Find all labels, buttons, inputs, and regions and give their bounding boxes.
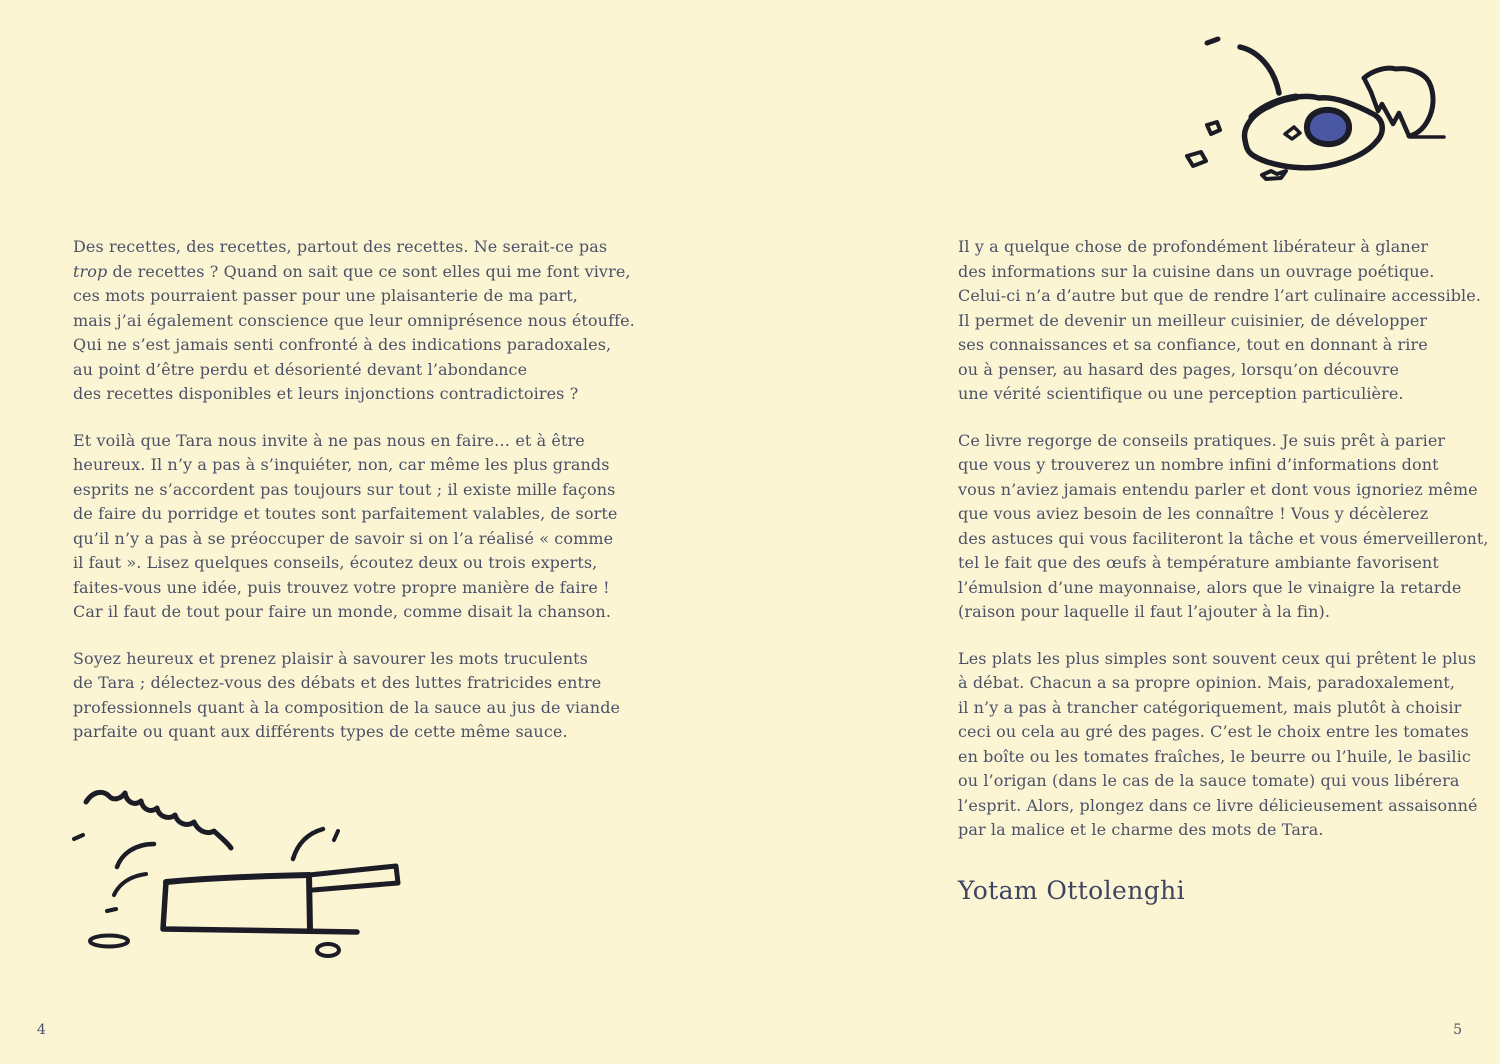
- author-signature: Yotam Ottolenghi: [958, 876, 1186, 905]
- text-line: Des recettes, des recettes, partout des recettes. Ne serait-ce pas: [73, 237, 608, 256]
- text-line: l’émulsion d’une mayonnaise, alors que le vinaigre la retarde: [958, 577, 1462, 597]
- text-line: des recettes disponibles et leurs injonctions contradictoires ?: [73, 384, 579, 403]
- text-line: l’esprit. Alors, plongez dans ce livre délicieusement assaisonné: [958, 795, 1478, 815]
- text-line: en boîte ou les tomates fraîches, le beurre ou l’huile, le basilic: [958, 746, 1471, 766]
- text-line: professionnels quant à la composition de la sauce au jus de viande: [73, 697, 621, 717]
- paragraph: [73, 647, 635, 745]
- text-line: Car il faut de tout pour faire un monde, comme disait la chanson.: [73, 602, 611, 621]
- page-number-right: 5: [1453, 1022, 1462, 1038]
- text-line: Qui ne s’est jamais senti confronté à des indications paradoxales,: [73, 335, 612, 354]
- text-line: ses connaissances et sa confiance, tout en donnant à rire: [958, 335, 1428, 354]
- text-line: trop de recettes ? Quand on sait que ce sont elles qui me font vivre,: [73, 261, 631, 281]
- text-line: heureux. Il n’y a pas à s’inquiéter, non, car même les plus grands: [73, 455, 610, 474]
- text-line: il faut ». Lisez quelques conseils, écoutez deux ou trois experts,: [73, 553, 598, 572]
- fried-egg-doodle: [1172, 12, 1464, 204]
- text-line: des informations sur la cuisine dans un ouvrage poétique.: [958, 261, 1435, 281]
- text-line: Et voilà que Tara nous invite à ne pas nous en faire… et à être: [73, 430, 585, 450]
- text-line: par la malice et le charme des mots de Tara.: [958, 820, 1324, 839]
- text-line: ou l’origan (dans le cas de la sauce tomate) qui vous libérera: [958, 771, 1460, 790]
- left-text-column: [73, 235, 635, 767]
- right-text-column: [958, 235, 1489, 865]
- text-line: Il y a quelque chose de profondément libérateur à glaner: [958, 237, 1429, 256]
- egg-yolk: [1307, 110, 1349, 144]
- text-line: ou à penser, au hasard des pages, lorsqu’on découvre: [958, 359, 1400, 379]
- text-line: faites-vous une idée, puis trouvez votre propre manière de faire !: [73, 577, 610, 597]
- text-line: au point d’être perdu et désorienté devant l’abondance: [73, 359, 528, 379]
- text-line: qu’il n’y a pas à se préoccuper de savoir si on l’a réalisé « comme: [73, 528, 614, 548]
- text-line: Les plats les plus simples sont souvent ceux qui prêtent le plus: [958, 648, 1477, 668]
- text-line: esprits ne s’accordent pas toujours sur tout ; il existe mille façons: [73, 479, 616, 499]
- text-line: Soyez heureux et prenez plaisir à savourer les mots truculents: [73, 648, 588, 668]
- steaming-pan-doodle: [66, 780, 414, 978]
- text-line: de faire du porridge et toutes sont parfaitement valables, de sorte: [73, 504, 618, 523]
- text-line: parfaite ou quant aux différents types de cette même sauce.: [73, 722, 568, 741]
- paragraph: [73, 429, 635, 625]
- text-line: que vous y trouverez un nombre infini d’informations dont: [958, 455, 1439, 474]
- paragraph: [958, 235, 1489, 407]
- text-line: que vous aviez besoin de les connaître ! Vous y décèlerez: [958, 504, 1429, 523]
- text-line: (raison pour laquelle il faut l’ajouter à la fin).: [958, 602, 1331, 621]
- text-line: mais j’ai également conscience que leur omniprésence nous étouffe.: [73, 310, 635, 330]
- text-line: ces mots pourraient passer pour une plaisanterie de ma part,: [73, 286, 578, 305]
- paragraph: [958, 429, 1489, 625]
- text-line: à débat. Chacun a sa propre opinion. Mais, paradoxalement,: [958, 673, 1456, 692]
- text-line: tel le fait que des œufs à température ambiante favorisent: [958, 553, 1439, 572]
- text-line: il n’y a pas à trancher catégoriquement, mais plutôt à choisir: [958, 697, 1462, 717]
- text-line: de Tara ; délectez-vous des débats et des luttes fratricides entre: [73, 673, 602, 692]
- text-line: des astuces qui vous faciliteront la tâche et vous émerveilleront,: [958, 528, 1489, 548]
- text-line: Il permet de devenir un meilleur cuisinier, de développer: [958, 310, 1428, 330]
- text-line: Celui-ci n’a d’autre but que de rendre l’art culinaire accessible.: [958, 286, 1482, 305]
- text-line: Ce livre regorge de conseils pratiques. Je suis prêt à parier: [958, 430, 1446, 450]
- text-line: une vérité scientifique ou une perception particulière.: [958, 384, 1404, 403]
- text-line: ceci ou cela au gré des pages. C’est le choix entre les tomates: [958, 722, 1469, 741]
- paragraph: [73, 235, 635, 407]
- paragraph: [958, 647, 1489, 843]
- page-number-left: 4: [37, 1022, 46, 1038]
- text-line: vous n’aviez jamais entendu parler et dont vous ignoriez même: [958, 479, 1478, 499]
